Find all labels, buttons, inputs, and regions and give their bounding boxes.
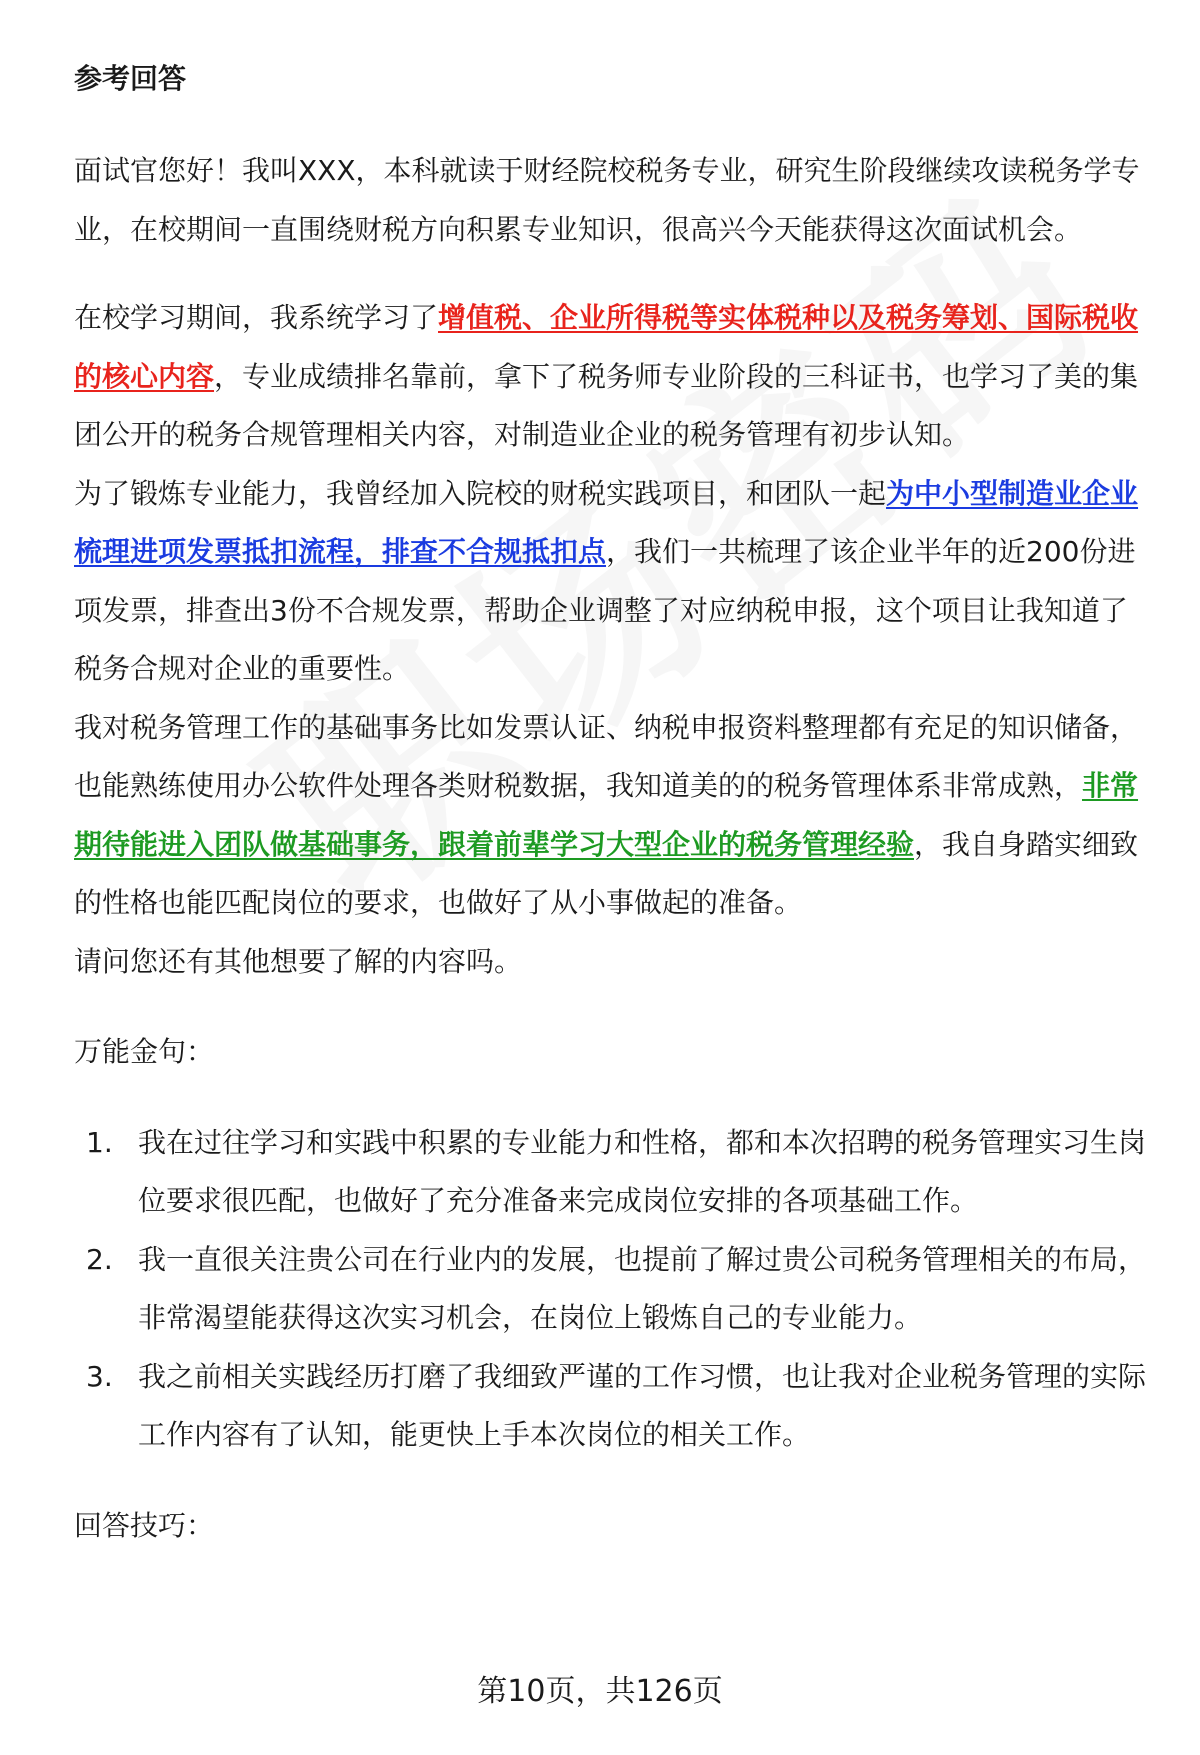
- list-item: [74, 1231, 1154, 1348]
- skills-text-b: ，我自身踏实细致的性格也能匹配岗位的要求，也做好了从小事做起的准备。: [74, 827, 1139, 919]
- intro-paragraph: 面试官您好！我叫XXX，本科就读于财经院校税务专业，研究生阶段继续攻读税务学专业，在校期间一直围绕财税方向积累专业知识，很高兴今天能获得这次面试机会。: [74, 154, 1140, 246]
- list-item-number: 3.: [86, 1359, 113, 1393]
- project-text-b: ，我们一共梳理了该企业半年的近200份进项发票，排查出3份不合规发票，帮助企业调整了对应纳税申报，这个项目让我知道了税务合规对企业的重要性。: [74, 535, 1136, 685]
- skills-paragraph: [74, 699, 1154, 933]
- list-item-number: 2.: [86, 1242, 113, 1276]
- skills-text-a: 我对税务管理工作的基础事务比如发票认证、纳税申报资料整理都有充足的知识储备，也能熟练使用办公软件处理各类财税数据，我知道美的的税务管理体系非常成熟，: [74, 710, 1139, 802]
- study-text-b: ，专业成绩排名靠前，拿下了税务师专业阶段的三科证书，也学习了美的集团公开的税务合规管理相关内容，对制造业企业的税务管理有初步认知。: [74, 359, 1139, 451]
- closing-paragraph: 请问您还有其他想要了解的内容吗。: [74, 944, 523, 978]
- project-highlight: 为中小型制造业企业梳理进项发票抵扣流程，排查不合规抵扣点: [74, 476, 1139, 568]
- list-item: [74, 1348, 1154, 1465]
- document-page: [74, 56, 1154, 1555]
- study-paragraph: [74, 289, 1154, 465]
- study-text-a: 在校学习期间，我系统学习了: [74, 301, 439, 334]
- phrases-list: [74, 1114, 1154, 1465]
- skills-highlight: 非常期待能进入团队做基础事务，跟着前辈学习大型企业的税务管理经验: [74, 769, 1139, 861]
- section-heading: 参考回答: [74, 62, 187, 95]
- phrases-label: 万能金句：: [74, 1035, 215, 1068]
- list-item-number: 1.: [86, 1125, 113, 1159]
- project-text-a: 为了锻炼专业能力，我曾经加入院校的财税实践项目，和团队一起: [74, 476, 887, 510]
- list-item-text: 我一直很关注贵公司在行业内的发展，也提前了解过贵公司税务管理相关的布局，非常渴望能获得这次实习机会，在岗位上锻炼自己的专业能力。: [138, 1242, 1147, 1334]
- project-paragraph: [74, 465, 1154, 699]
- list-item-text: 我在过往学习和实践中积累的专业能力和性格，都和本次招聘的税务管理实习生岗位要求很匹配，也做好了充分准备来完成岗位安排的各项基础工作。: [138, 1125, 1147, 1217]
- study-highlight: 增值税、企业所得税等实体税种以及税务筹划、国际税收的核心内容: [74, 301, 1139, 393]
- page-number-footer: 第10页，共126页: [477, 1674, 723, 1709]
- list-item: [74, 1114, 1154, 1231]
- list-item-text: 我之前相关实践经历打磨了我细致严谨的工作习惯，也让我对企业税务管理的实际工作内容有了认知，能更快上手本次岗位的相关工作。: [138, 1359, 1147, 1451]
- tips-label: 回答技巧：: [74, 1508, 215, 1542]
